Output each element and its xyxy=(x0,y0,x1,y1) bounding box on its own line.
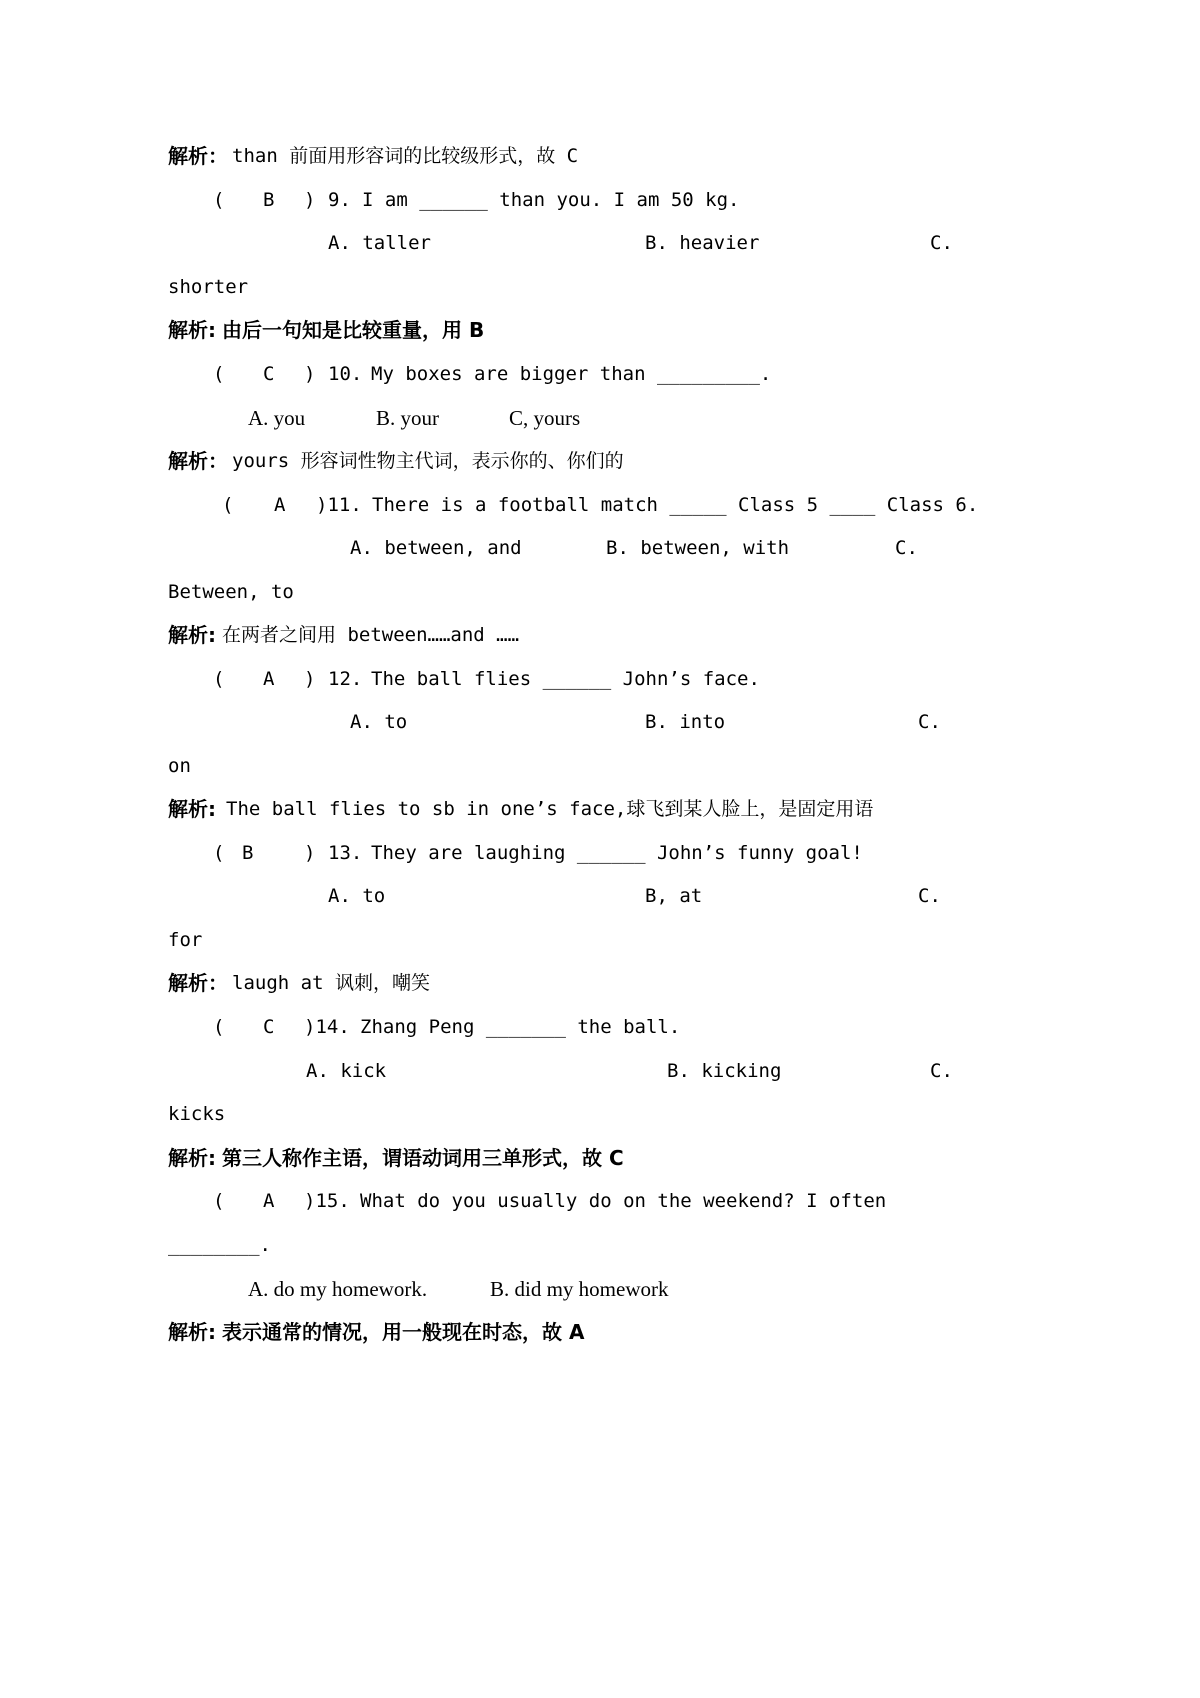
paren-close: ) xyxy=(304,842,316,864)
option-b: B. into xyxy=(645,711,726,733)
options-q12 xyxy=(0,702,1200,742)
paren-open: ( xyxy=(213,1190,225,1212)
answer-key: B xyxy=(242,842,254,864)
option-wrap-q11 xyxy=(0,572,1200,612)
question-stem: The ball flies ______ John’s face. xyxy=(371,668,760,690)
question-13 xyxy=(0,833,1200,873)
explanation-text: than 前面用形容词的比较级形式，故 C xyxy=(232,145,579,167)
option-a: A. taller xyxy=(328,232,431,254)
question-stem: What do you usually do on the weekend? I often xyxy=(360,1190,887,1212)
answer-key: A xyxy=(263,1190,275,1212)
options-q11 xyxy=(0,528,1200,568)
answer-key: B xyxy=(263,189,275,211)
question-stem: Zhang Peng _______ the ball. xyxy=(360,1016,681,1038)
explanation-q9 xyxy=(0,310,1200,350)
option-c-text: Between, to xyxy=(168,581,294,603)
explanation-text: yours 形容词性物主代词，表示你的、你们的 xyxy=(232,450,624,472)
option-b: B. between, with xyxy=(606,537,790,559)
option-a: A. to xyxy=(350,711,408,733)
question-number: 12. xyxy=(328,668,363,690)
option-b: B. did my homework xyxy=(490,1277,669,1301)
explanation-q10 xyxy=(0,441,1200,481)
option-c-text: for xyxy=(168,929,203,951)
option-a: A. you xyxy=(248,406,306,430)
option-c-text: kicks xyxy=(168,1103,226,1125)
options-q14 xyxy=(0,1051,1200,1091)
answer-blank-q15 xyxy=(0,1225,1200,1265)
question-14 xyxy=(0,1007,1200,1047)
question-stem: I am ______ than you. I am 50 kg. xyxy=(362,189,740,211)
explanation-label: 解析： xyxy=(168,144,228,168)
question-number: )14. xyxy=(304,1016,350,1038)
explanation-q15 xyxy=(0,1312,1200,1352)
paren-open: ( xyxy=(222,494,234,516)
option-a: A. kick xyxy=(306,1060,387,1082)
options-q13 xyxy=(0,876,1200,916)
question-stem: There is a football match _____ Class 5 ____ Class 6. xyxy=(372,494,979,516)
question-11 xyxy=(0,485,1200,525)
option-c: C. xyxy=(930,232,953,254)
question-stem: They are laughing ______ John’s funny goal! xyxy=(371,842,863,864)
question-number: )11. xyxy=(316,494,362,516)
option-c-text: shorter xyxy=(168,276,249,298)
question-number: )15. xyxy=(304,1190,350,1212)
explanation-label: 解析： xyxy=(168,971,228,995)
explanation-text: 第三人称作主语，谓语动词用三单形式，故 C xyxy=(222,1146,624,1170)
question-stem: My boxes are bigger than _________. xyxy=(371,363,772,385)
question-12 xyxy=(0,659,1200,699)
option-a: A. do my homework. xyxy=(248,1277,428,1301)
question-9 xyxy=(0,180,1200,220)
question-number: 10. xyxy=(328,363,363,385)
explanation-q14 xyxy=(0,1138,1200,1178)
explanation-q11 xyxy=(0,615,1200,655)
option-b: B, at xyxy=(645,885,703,907)
option-b: B. heavier xyxy=(645,232,760,254)
explanation-label: 解析: xyxy=(168,797,216,821)
options-q15 xyxy=(0,1269,1200,1309)
explanation-text: 在两者之间用 between……and …… xyxy=(222,624,520,646)
option-wrap-q9 xyxy=(0,267,1200,307)
explanation-label: 解析: xyxy=(168,1146,216,1170)
explanation-label: 解析: xyxy=(168,623,216,647)
option-c: C, yours xyxy=(509,406,581,430)
blank-line: ________. xyxy=(168,1234,271,1256)
explanation-label: 解析: xyxy=(168,318,216,342)
paren-close: ) xyxy=(304,189,316,211)
options-q10 xyxy=(0,398,1200,438)
option-wrap-q14 xyxy=(0,1094,1200,1134)
paren-open: ( xyxy=(213,189,225,211)
explanation-label: 解析: xyxy=(168,1320,216,1344)
question-number: 13. xyxy=(328,842,363,864)
explanation-text: laugh at 讽刺，嘲笑 xyxy=(232,972,430,994)
explanation-q13 xyxy=(0,963,1200,1003)
answer-key: C xyxy=(263,1016,275,1038)
option-c: C. xyxy=(918,885,941,907)
paren-open: ( xyxy=(213,1016,225,1038)
option-a: A. to xyxy=(328,885,386,907)
option-c: C. xyxy=(895,537,918,559)
paren-close: ) xyxy=(304,363,316,385)
explanation-q12 xyxy=(0,789,1200,829)
option-b: B. kicking xyxy=(667,1060,782,1082)
answer-key: C xyxy=(263,363,275,385)
explanation-label: 解析： xyxy=(168,449,228,473)
options-q9 xyxy=(0,223,1200,263)
paren-open: ( xyxy=(213,842,225,864)
option-c: C. xyxy=(918,711,941,733)
question-number: 9. xyxy=(328,189,351,211)
paren-open: ( xyxy=(213,668,225,690)
explanation-text: The ball flies to sb in one’s face,球飞到某人脸上，是固定用语 xyxy=(226,798,874,820)
option-c-text: on xyxy=(168,755,191,777)
question-10 xyxy=(0,354,1200,394)
explanation-text: 由后一句知是比较重量，用 B xyxy=(222,318,485,342)
option-b: B. your xyxy=(376,406,439,430)
question-15 xyxy=(0,1181,1200,1221)
option-wrap-q13 xyxy=(0,920,1200,960)
option-wrap-q12 xyxy=(0,746,1200,786)
answer-key: A xyxy=(263,668,275,690)
paren-close: ) xyxy=(304,668,316,690)
explanation-q8 xyxy=(0,136,1200,176)
answer-key: A xyxy=(274,494,286,516)
option-a: A. between, and xyxy=(350,537,522,559)
explanation-text: 表示通常的情况，用一般现在时态，故 A xyxy=(222,1320,585,1344)
paren-open: ( xyxy=(213,363,225,385)
option-c: C. xyxy=(930,1060,953,1082)
